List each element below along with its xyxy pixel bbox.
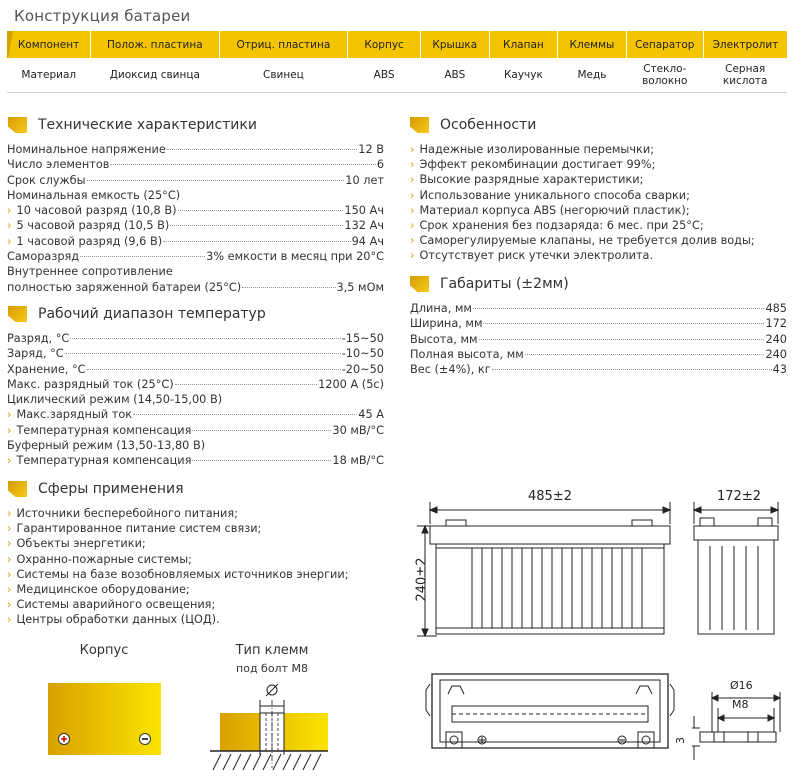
dot-leader — [473, 308, 765, 309]
spec-value: 3,5 мОм — [336, 280, 384, 294]
spec-value: -10~50 — [341, 347, 384, 361]
dot-leader — [525, 354, 765, 355]
length-dimension: 485±2 — [528, 489, 572, 504]
terminal-diameter-label: Ø16 — [730, 679, 753, 692]
list-item: › Системы аварийного освещения; — [7, 598, 349, 613]
section-marker-icon — [410, 117, 429, 133]
spec-label: › 1 часовой разряд (9,6 В) — [7, 235, 162, 248]
temps-section-title: Рабочий диапазон температур — [8, 306, 266, 322]
spec-row — [410, 348, 787, 363]
list-item: › Надежные изолированные перемычки; — [410, 143, 755, 158]
spec-value: 172 — [765, 317, 787, 331]
spec-row — [7, 219, 384, 234]
spec-label: Номинальная емкость (25°С) — [7, 188, 181, 202]
plus-terminal-icon — [59, 734, 70, 745]
spec-value: -20~50 — [341, 362, 384, 376]
construction-table — [7, 31, 787, 93]
section-marker-icon — [8, 306, 27, 322]
list-item: › Системы на базе возобновляемых источников энергии; — [7, 568, 349, 583]
table-header-cell: Сепаратор — [626, 31, 703, 58]
spec-label: Разряд, °С — [7, 332, 70, 345]
spec-label: Ширина, мм — [410, 317, 483, 331]
spec-label: Буферный режим (13,50-13,80 В) — [7, 439, 206, 453]
dot-leader — [163, 241, 351, 242]
dot-leader — [80, 256, 205, 257]
table-cell: Стекло- волокно — [626, 58, 703, 92]
spec-value: 1200 А (5с) — [318, 377, 384, 391]
spec-value: 6 — [376, 158, 384, 172]
table-header-cell: Полож. пластина — [91, 31, 220, 58]
table-header-cell: Компонент — [7, 31, 91, 58]
section-marker-icon — [410, 276, 429, 292]
dot-leader — [175, 384, 317, 385]
spec-label: Вес (±4%), кг — [410, 363, 491, 377]
spec-label: › Температурная компенсация — [7, 424, 191, 437]
list-item: › Высокие разрядные характеристики; — [410, 173, 755, 188]
spec-label: Высота, мм — [410, 332, 478, 346]
spec-label: Заряд, °С — [7, 347, 64, 361]
spec-value: 43 — [772, 363, 787, 377]
spec-row — [7, 378, 384, 393]
dot-leader — [170, 225, 343, 226]
list-item: › Материал корпуса ABS (негорючий пластик); — [410, 204, 755, 219]
case-title: Корпус — [79, 643, 129, 658]
table-cell: Серная кислота — [703, 58, 787, 92]
spec-value: -15~50 — [341, 332, 384, 345]
table-cell: Медь — [558, 58, 627, 92]
spec-value: 10 лет — [345, 173, 384, 187]
spec-value: 150 Ач — [344, 204, 384, 218]
spec-label: Длина, мм — [410, 302, 472, 315]
spec-label: Циклический режим (14,50-15,00 В) — [7, 393, 223, 407]
list-item: › Медицинское оборудование; — [7, 583, 349, 598]
page-title: Конструкция батареи — [14, 7, 191, 25]
table-cell: Диоксид свинца — [91, 58, 220, 92]
width-dimension: 172±2 — [717, 489, 761, 504]
list-item: › Объекты энергетики; — [7, 537, 349, 552]
features-list — [410, 143, 755, 265]
section-marker-icon — [8, 117, 27, 133]
table-cell: Каучук — [489, 58, 558, 92]
spec-row — [7, 281, 384, 296]
spec-row — [7, 424, 384, 439]
minus-terminal-icon — [140, 734, 151, 745]
table-header-cell: Электролит — [703, 31, 787, 58]
terminal-subtitle: под болт М8 — [236, 662, 308, 675]
spec-label: › 5 часовой разряд (10,5 В) — [7, 219, 169, 232]
spec-label: Полная высота, мм — [410, 347, 524, 361]
spec-row — [7, 408, 384, 423]
terminal-drawing — [205, 680, 335, 775]
spec-row — [7, 250, 384, 265]
spec-value: 485 — [765, 302, 787, 315]
section-marker-icon — [8, 481, 27, 497]
spec-row — [7, 174, 384, 189]
dims-section-title: Габариты (±2мм) — [410, 276, 569, 292]
list-item: › Гарантированное питание систем связи; — [7, 522, 349, 537]
spec-row — [7, 235, 384, 250]
spec-value: 30 мВ/°С — [332, 423, 384, 437]
height-dimension: 240±2 — [414, 557, 430, 602]
list-item: › Центры обработки данных (ЦОД). — [7, 613, 349, 628]
table-header-cell: Клеммы — [558, 31, 627, 58]
spec-value: 45 А — [358, 408, 384, 422]
table-cell: Материал — [7, 58, 91, 92]
spec-value: 12 В — [358, 143, 384, 156]
list-item: › Отсутствует риск утечки электролита. — [410, 249, 755, 264]
dot-leader — [110, 164, 375, 165]
spec-row — [7, 158, 384, 173]
tech-section-title: Технические характеристики — [8, 117, 257, 133]
list-item: › Использование уникального способа сварки; — [410, 189, 755, 204]
spec-label: Макс. разрядный ток (25°С) — [7, 377, 174, 391]
temps-specs-list — [7, 332, 384, 470]
spec-row — [7, 143, 384, 158]
list-item: › Саморегулируемые клапаны, не требуется долив воды; — [410, 234, 755, 249]
spec-label: › Макс.зарядный ток — [7, 408, 132, 421]
list-item: › Охранно-пожарные системы; — [7, 553, 349, 568]
spec-row — [7, 363, 384, 378]
spec-label: полностью заряженной батареи (25°С) — [7, 280, 242, 294]
dot-leader — [87, 369, 341, 370]
dot-leader — [483, 323, 764, 324]
terminal-height-label: 3 — [674, 737, 687, 744]
dot-leader — [242, 287, 335, 288]
spec-label: Хранение, °С — [7, 362, 86, 376]
table-header-cell: Крышка — [421, 31, 490, 58]
spec-row — [410, 302, 787, 317]
dot-leader — [492, 369, 772, 370]
dot-leader — [192, 460, 331, 461]
spec-row — [7, 189, 384, 204]
spec-row — [410, 333, 787, 348]
spec-row — [7, 332, 384, 347]
table-cell: ABS — [348, 58, 421, 92]
dot-leader — [87, 180, 345, 181]
tech-specs-list — [7, 143, 384, 296]
spec-row — [7, 265, 384, 280]
dot-leader — [65, 353, 341, 354]
list-item: › Источники бесперебойного питания; — [7, 507, 349, 522]
spec-value: 240 — [765, 332, 787, 346]
apps-list — [7, 507, 349, 629]
spec-label: › Температурная компенсация — [7, 454, 191, 467]
apps-section-title: Сферы применения — [8, 481, 184, 497]
dot-leader — [133, 414, 357, 415]
table-header-cell: Корпус — [348, 31, 421, 58]
spec-value: 240 — [765, 347, 787, 361]
list-item: › Эффект рекомбинации достигает 99%; — [410, 158, 755, 173]
dot-leader — [70, 338, 340, 339]
spec-row — [7, 393, 384, 408]
spec-row — [7, 454, 384, 469]
table-cell: Свинец — [219, 58, 348, 92]
dot-leader — [178, 210, 344, 211]
spec-value: 94 Ач — [351, 234, 384, 248]
list-item: › Срок хранения без подзаряда: 6 мес. при 25°С; — [410, 219, 755, 234]
spec-row — [7, 204, 384, 219]
spec-label: Номинальное напряжение — [7, 143, 166, 156]
table-cell: ABS — [421, 58, 490, 92]
table-header-cell: Клапан — [489, 31, 558, 58]
spec-row — [410, 317, 787, 332]
battery-drawing — [412, 496, 792, 782]
spec-value: 18 мВ/°С — [332, 454, 384, 468]
dot-leader — [192, 430, 331, 431]
spec-label: Саморазряд — [7, 250, 80, 264]
spec-row — [7, 439, 384, 454]
dot-leader — [167, 149, 358, 150]
table-header-cell: Отриц. пластина — [219, 31, 348, 58]
dot-leader — [479, 339, 765, 340]
spec-value: 132 Ач — [344, 219, 384, 233]
spec-label: Число элементов — [7, 158, 110, 172]
spec-label: Внутреннее сопротивление — [7, 265, 173, 279]
spec-row — [410, 363, 787, 378]
spec-label: › 10 часовой разряд (10,8 В) — [7, 204, 177, 217]
spec-row — [7, 347, 384, 362]
case-illustration — [48, 683, 161, 755]
features-section-title: Особенности — [410, 117, 536, 133]
terminal-title: Тип клемм — [235, 643, 309, 658]
bolt-label: M8 — [732, 698, 749, 711]
dims-list — [410, 302, 787, 378]
spec-value: 3% емкости в месяц при 20°С — [206, 250, 384, 264]
spec-label: Срок службы — [7, 173, 86, 187]
